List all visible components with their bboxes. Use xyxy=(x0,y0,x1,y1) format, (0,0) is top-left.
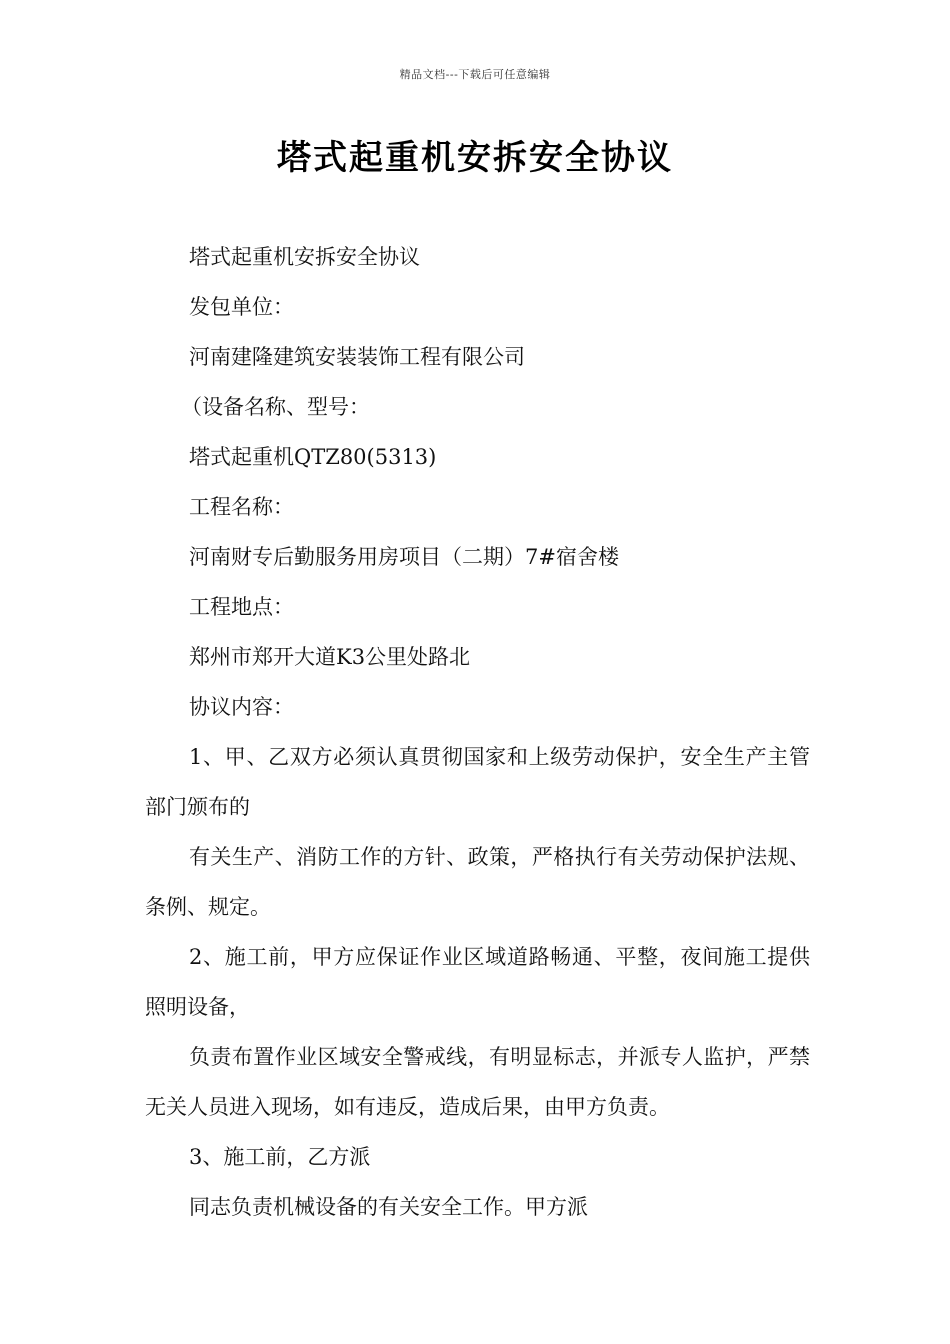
paragraph: 2、施工前，甲方应保证作业区域道路畅通、平整，夜间施工提供照明设备， xyxy=(145,945,810,1019)
paragraph: 河南建隆建筑安装装饰工程有限公司 xyxy=(189,345,525,369)
paragraph: 1、甲、乙双方必须认真贯彻国家和上级劳动保护，安全生产主管部门颁布的 xyxy=(145,745,810,819)
document-title: 塔式起重机安拆安全协议 xyxy=(277,138,673,178)
paragraph: 协议内容： xyxy=(189,695,294,719)
paragraph: 郑州市郑开大道K3公里处路北 xyxy=(189,645,471,669)
paragraph: 3、施工前，乙方派 xyxy=(189,1145,371,1169)
header-note: 精品文档---下载后可任意编辑 xyxy=(399,68,551,81)
paragraph: 同志负责机械设备的有关安全工作。甲方派 xyxy=(189,1195,588,1219)
paragraph: 负责布置作业区域安全警戒线，有明显标志，并派专人监护，严禁无关人员进入现场，如有违反，造成后果，由甲方负责。 xyxy=(145,1045,810,1119)
paragraph: 有关生产、消防工作的方针、政策，严格执行有关劳动保护法规、条例、规定。 xyxy=(145,845,810,919)
document-body xyxy=(145,232,810,1232)
paragraph: 发包单位： xyxy=(189,295,294,319)
paragraph: （设备名称、型号： xyxy=(181,395,370,419)
paragraph: 塔式起重机QTZ80(5313) xyxy=(189,445,437,469)
paragraph: 河南财专后勤服务用房项目（二期）7#宿舍楼 xyxy=(189,545,619,569)
paragraph: 工程地点： xyxy=(189,595,294,619)
paragraph: 塔式起重机安拆安全协议 xyxy=(189,245,420,269)
paragraph: 工程名称： xyxy=(189,495,294,519)
